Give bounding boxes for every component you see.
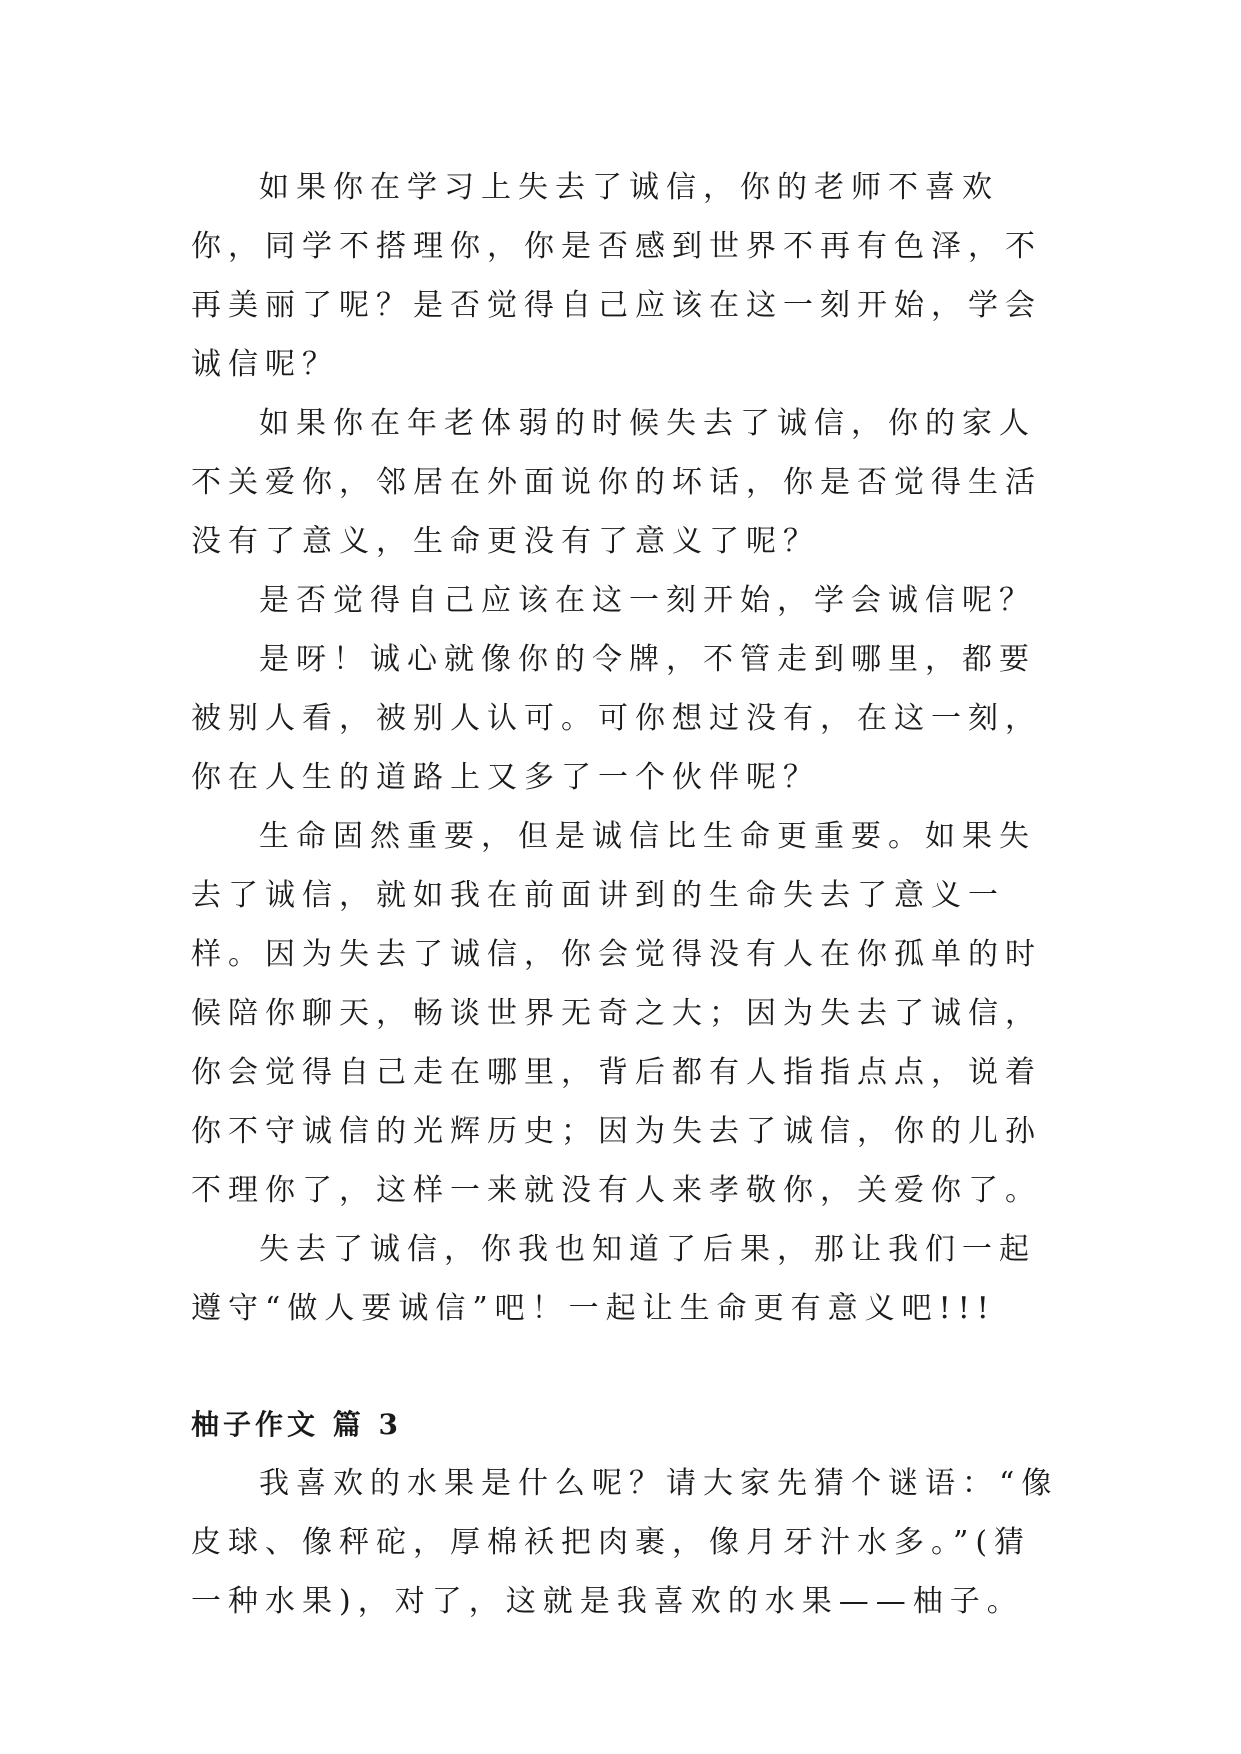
paragraph: 是否觉得自己应该在这一刻开始，学会诚信呢？ (259, 583, 1036, 618)
document-page (191, 158, 1061, 1631)
paragraph: 是呀！诚心就像你的令牌，不管走到哪里，都要被别人看，被别人认可。可你想过没有，在这一刻，你在人生的道路上又多了一个伙伴呢？ (191, 642, 1042, 795)
paragraph: 我喜欢的水果是什么呢？请大家先猜个谜语：“像皮球、像秤砣，厚棉袄把肉裹，像月牙汁水多。”(猜一种水果)，对了，这就是我喜欢的水果——柚子。 (191, 1466, 1059, 1619)
section-spacer (191, 1338, 1061, 1396)
paragraph: 失去了诚信，你我也知道了后果，那让我们一起遵守“做人要诚信”吧！一起让生命更有意义吧!!! (191, 1232, 1036, 1326)
paragraph: 如果你在年老体弱的时候失去了诚信，你的家人不关爱你，邻居在外面说你的坏话，你是否觉得生活没有了意义，生命更没有了意义了呢？ (191, 406, 1042, 559)
paragraph: 生命固然重要，但是诚信比生命更重要。如果失去了诚信，就如我在前面讲到的生命失去了意义一样。因为失去了诚信，你会觉得没有人在你孤单的时候陪你聊天，畅谈世界无奇之大；因为失去了诚信，你会觉得自己走在哪里，背后都有人指指点点，说着你不守诚信的光辉历史；因为失去了诚信，你的儿孙不理你了，这样一来就没有人来孝敬你，关爱你了。 (191, 819, 1042, 1208)
section-heading: 柚子作文 篇 3 (191, 1408, 402, 1441)
paragraph: 如果你在学习上失去了诚信，你的老师不喜欢你，同学不搭理你，你是否感到世界不再有色泽，不再美丽了呢？是否觉得自己应该在这一刻开始，学会诚信呢？ (191, 170, 1042, 382)
